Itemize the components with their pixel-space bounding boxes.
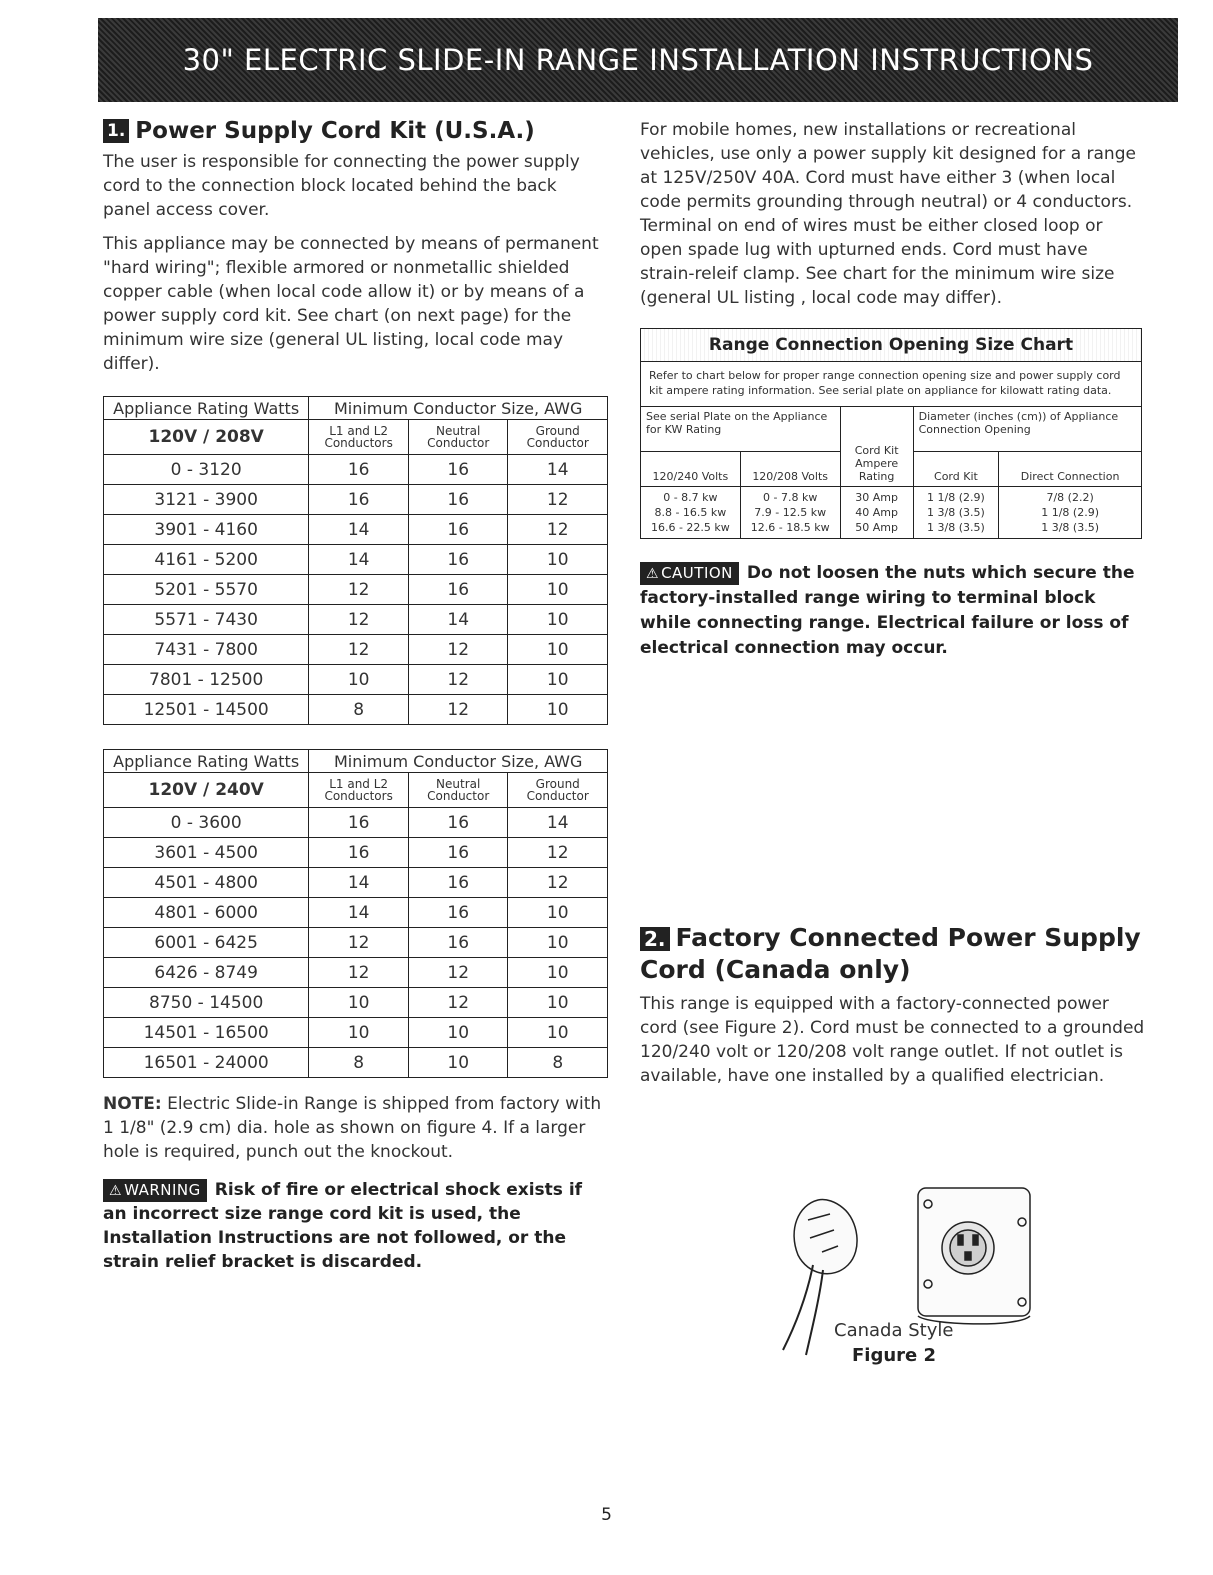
table-header: Minimum Conductor Size, AWG [309,397,608,420]
section-1-para-1: The user is responsible for connecting the power supply cord to the connection block located behind the back panel access cover. [103,152,580,220]
table-cell: 8 [309,1048,409,1078]
table-cell: 14 [309,515,409,545]
section-2 [640,922,1145,1098]
table-cell: 5571 - 7430 [104,605,309,635]
section-2-title: Factory Connected Power Supply Cord (Canada only) [640,923,1141,984]
table-cell: 12 [508,868,608,898]
table-cell: 3121 - 3900 [104,485,309,515]
table-row [104,635,608,665]
table-cell: 16 [408,575,508,605]
warning-block [103,1178,608,1274]
page-title: 30" ELECTRIC SLIDE-IN RANGE INSTALLATION INSTRUCTIONS [182,43,1094,77]
table-cell: 10 [508,575,608,605]
left-column [103,118,608,1274]
warning-text: Risk of fire or electrical shock exists if an incorrect size range cord kit is used, the Installation Instructions are not followed, or the strain relief bracket is discarded. [103,1180,583,1272]
table-cell: 7801 - 12500 [104,665,309,695]
table-cell: 14501 - 16500 [104,1018,309,1048]
figure-caption-style: Canada Style [834,1320,954,1341]
table-header: Minimum Conductor Size, AWG [309,750,608,773]
voltage-label: 120V / 240V [104,773,309,808]
table-header: Diameter (inches (cm)) of Appliance Connection Opening [913,407,1141,452]
table-cell: 16 [408,838,508,868]
table-cell: 12 [309,928,409,958]
table-cell: 16 [408,808,508,838]
table-cell: 4801 - 6000 [104,898,309,928]
table-cell: 12 [309,635,409,665]
table-cell: 12 [508,485,608,515]
caution-triangle-icon: ⚠ [646,566,660,582]
table-row [104,605,608,635]
table-cell-line: 1 3/8 (3.5) [927,521,985,534]
table-subheader: Ground Conductor [508,773,608,808]
table-cell: 10 [508,605,608,635]
figure-caption-label: Figure 2 [852,1345,937,1366]
table-cell: 10 [309,665,409,695]
table-cell: 8 [508,1048,608,1078]
table-cell-line: 30 Amp [855,491,898,504]
table-row [104,665,608,695]
section-2-heading [640,922,1145,986]
table-cell: 16 [309,455,409,485]
table-cell: 6426 - 8749 [104,958,309,988]
table-cell: 12 [309,958,409,988]
table-header: See serial Plate on the Appliance for KW Rating [641,407,840,452]
table-cell: 16 [408,898,508,928]
table-cell [740,487,840,539]
note-text: Electric Slide-in Range is shipped from factory with 1 1/8" (2.9 cm) dia. hole as shown on figure 4. If a larger hole is required, punch out the knockout. [103,1094,602,1162]
table-cell-line: 0 - 8.7 kw [663,491,718,504]
table-subheader: L1 and L2 Conductors [309,773,409,808]
table-header: Direct Connection [999,452,1141,487]
table-cell: 10 [508,958,608,988]
table-cell: 16 [408,545,508,575]
table-cell: 10 [508,695,608,725]
table-cell-line: 1 3/8 (3.5) [927,506,985,519]
table-cell: 10 [408,1048,508,1078]
table-cell: 14 [508,455,608,485]
caution-block [640,561,1145,661]
table-cell: 14 [408,605,508,635]
table-cell-line: 0 - 7.8 kw [763,491,818,504]
table-cell: 0 - 3600 [104,808,309,838]
table-cell: 10 [508,1018,608,1048]
table-row [104,808,608,838]
table-cell: 10 [408,1018,508,1048]
table-cell-line: 1 1/8 (2.9) [1041,506,1099,519]
table-cell: 7431 - 7800 [104,635,309,665]
table-cell: 10 [508,928,608,958]
table-row [104,1048,608,1078]
voltage-label: 120V / 208V [104,420,309,455]
table-cell: 16 [408,485,508,515]
table-cell: 12 [408,635,508,665]
table-row [104,988,608,1018]
table-row [104,958,608,988]
table-row [104,515,608,545]
table-cell: 4161 - 5200 [104,545,309,575]
table-header: 120/208 Volts [740,452,840,487]
table-cell [840,487,913,539]
caution-text: Do not loosen the nuts which secure the factory-installed range wiring to terminal block while connecting range. Electrical failure or loss of electrical connection may occur. [640,563,1135,658]
table-cell: 10 [508,988,608,1018]
table-cell: 14 [309,868,409,898]
table-cell: 8 [309,695,409,725]
page-number: 5 [601,1505,612,1525]
table-cell-line: 16.6 - 22.5 kw [650,521,730,534]
title-banner [98,18,1178,102]
caution-badge-label: CAUTION [661,564,733,582]
table-cell [641,487,740,539]
table-subheader: Ground Conductor [508,420,608,455]
note-paragraph [103,1092,608,1164]
table-cell: 10 [508,665,608,695]
warning-triangle-icon: ⚠ [109,1183,123,1199]
table-cell: 16 [408,455,508,485]
warning-badge [103,1179,207,1202]
table-cell [999,487,1141,539]
connection-size-table [641,407,1141,538]
table-cell: 3601 - 4500 [104,838,309,868]
section-1-title: Power Supply Cord Kit (U.S.A.) [135,118,535,144]
table-cell: 12 [309,575,409,605]
table-cell-line: 7/8 (2.2) [1046,491,1094,504]
table-cell: 3901 - 4160 [104,515,309,545]
table-cell: 6001 - 6425 [104,928,309,958]
table-row [104,545,608,575]
table-row [104,455,608,485]
table-cell: 12501 - 14500 [104,695,309,725]
table-cell-line: 8.8 - 16.5 kw [654,506,727,519]
table-cell-line: 1 3/8 (3.5) [1041,521,1099,534]
outlet-icon [918,1188,1030,1324]
table-cell: 10 [309,1018,409,1048]
table-cell: 12 [408,988,508,1018]
table-header: Appliance Rating Watts [104,750,309,773]
section-2-text: This range is equipped with a factory-connected power cord (see Figure 2). Cord must be connected to a grounded 120/240 volt or 120/208 volt range outlet. If not outlet is available, have one installed by a qualified electrician. [640,994,1145,1086]
table-cell: 12 [408,665,508,695]
figure-2 [778,1180,1040,1380]
mobile-home-paragraph: For mobile homes, new installations or recreational vehicles, use only a power supply kit designed for a range at 125V/250V 40A. Cord must have either 3 (when local code permits grounding through neutral) or 4 conductors. Terminal on end of wires must be either closed loop or open spade lug with upturned ends. Cord must have strain-releif clamp. See chart for the minimum wire size (general UL listing , local code may differ). [640,120,1136,308]
awg-table-208v [103,396,608,725]
note-label: NOTE: [103,1094,162,1114]
table-subheader: L1 and L2 Conductors [309,420,409,455]
section-1-para-2: This appliance may be connected by means of permanent "hard wiring"; flexible armored or nonmetallic shielded copper cable (when local code allow it) or by means of a power supply cord kit. See chart (on next page) for the minimum wire size (general UL listing, local code may differ). [103,234,599,374]
chart-title: Range Connection Opening Size Chart [641,329,1141,362]
table-cell: 0 - 3120 [104,455,309,485]
table-row [104,1018,608,1048]
table-header: Cord Kit [913,452,999,487]
table-cell-line: 12.6 - 18.5 kw [750,521,830,534]
table-cell: 16 [309,838,409,868]
table-cell: 14 [309,898,409,928]
table-row [104,838,608,868]
table-cell: 14 [309,545,409,575]
table-cell: 8750 - 14500 [104,988,309,1018]
table-cell: 12 [508,515,608,545]
table-cell: 12 [309,605,409,635]
section-1-heading [103,118,608,144]
table-cell: 10 [508,898,608,928]
chart-description: Refer to chart below for proper range connection opening size and power supply cord kit ampere rating information. See serial plate on appliance for kilowatt rating data. [641,362,1141,407]
table-cell: 16 [408,928,508,958]
table-row [104,485,608,515]
table-cell: 4501 - 4800 [104,868,309,898]
warning-badge-label: WARNING [124,1181,201,1199]
table-header: Cord Kit Ampere Rating [840,407,913,487]
table-cell: 10 [508,635,608,665]
right-column [640,118,1145,661]
table-cell: 14 [508,808,608,838]
table-cell: 10 [508,545,608,575]
table-header: Appliance Rating Watts [104,397,309,420]
awg-table-240v [103,749,608,1078]
connection-size-chart [640,328,1142,539]
table-subheader: Neutral Conductor [408,420,508,455]
table-cell: 12 [508,838,608,868]
table-cell-line: 1 1/8 (2.9) [927,491,985,504]
table-cell: 16 [408,515,508,545]
table-row [104,928,608,958]
table-cell: 10 [309,988,409,1018]
table-row [104,695,608,725]
table-cell: 16 [408,868,508,898]
table-cell: 12 [408,958,508,988]
table-row [104,868,608,898]
table-row [104,898,608,928]
table-cell [913,487,999,539]
table-cell: 5201 - 5570 [104,575,309,605]
table-cell-line: 50 Amp [855,521,898,534]
table-cell-line: 40 Amp [855,506,898,519]
table-cell: 12 [408,695,508,725]
table-cell: 16 [309,808,409,838]
section-1-number: 1. [103,119,129,143]
table-cell: 16501 - 24000 [104,1048,309,1078]
caution-badge [640,562,739,585]
section-2-number: 2. [640,927,670,951]
table-header: 120/240 Volts [641,452,740,487]
table-cell-line: 7.9 - 12.5 kw [754,506,827,519]
table-subheader: Neutral Conductor [408,773,508,808]
table-cell: 16 [309,485,409,515]
table-row [104,575,608,605]
